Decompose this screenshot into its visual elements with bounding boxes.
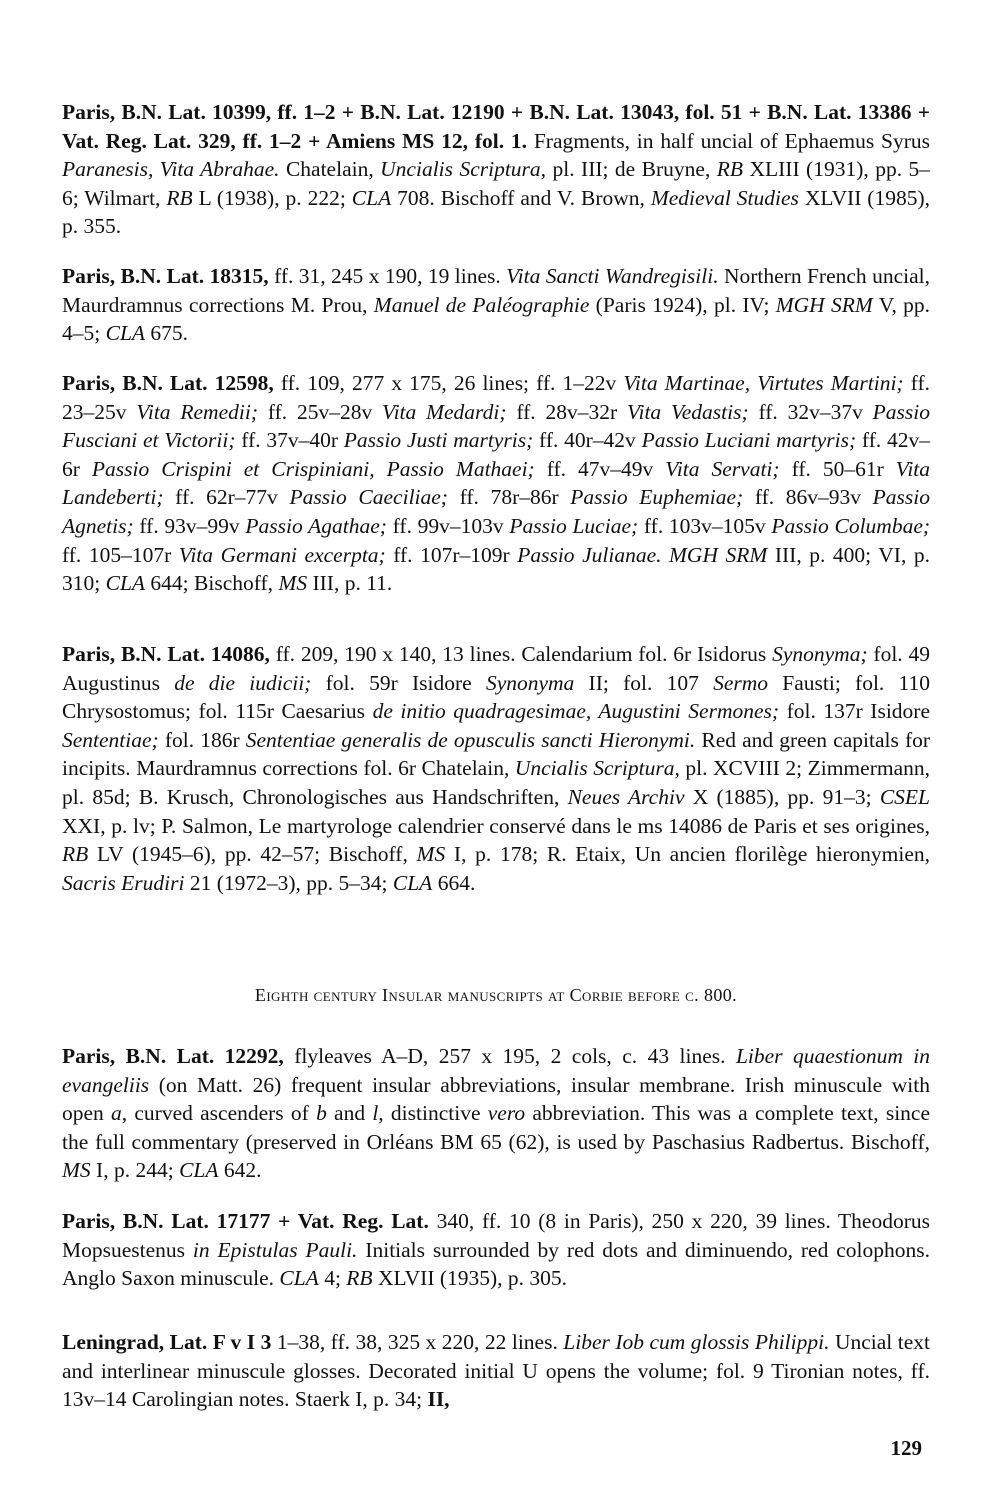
italic-title: CLA bbox=[279, 1266, 319, 1291]
entry-text: II; fol. 107 bbox=[574, 670, 714, 695]
italic-title: Neues Archiv bbox=[567, 784, 685, 809]
italic-title: b bbox=[316, 1101, 327, 1126]
italic-title: Uncialis Scriptura, bbox=[380, 157, 547, 182]
italic-title: MGH SRM bbox=[775, 292, 873, 317]
italic-title: Passio Euphemiae; bbox=[570, 485, 744, 510]
entry-text: abbreviation. This was a complete text, since the full commentary (preserved in Orléans BM 65 (62), is used by Paschasius Radbertus. Bischoff, bbox=[62, 1101, 930, 1154]
italic-title: CLA bbox=[105, 571, 146, 596]
entry-text: flyleaves A–D, 257 x 195, 2 cols, c. 43 lines. bbox=[283, 1044, 736, 1068]
entry-text: (on Matt. 26) frequent insular abbreviations, insular membrane. Irish minuscule with open bbox=[62, 1072, 930, 1126]
entry-text: III, p. 400; VI, p. 310; bbox=[62, 542, 930, 596]
entry-text: curved ascenders of bbox=[127, 1101, 317, 1126]
entry-text: ff. 23–25v bbox=[62, 371, 930, 424]
italic-title: RB bbox=[716, 157, 744, 182]
italic-title: l, bbox=[372, 1101, 384, 1126]
italic-title: Vita Vedastis; bbox=[626, 399, 749, 424]
entry-text: ff. 32v–37v bbox=[748, 399, 873, 424]
entry-text: XLVII (1935), p. 305. bbox=[372, 1266, 568, 1291]
entry-text: 340, ff. 10 (8 in Paris), 250 x 220, 39 lines. Theodorus Mopsuestenus bbox=[62, 1209, 930, 1262]
italic-title: Liber quaestionum in evangeliis bbox=[62, 1044, 930, 1097]
entry-text: and bbox=[326, 1101, 373, 1126]
entry-text: XXI, p. lv; P. Salmon, Le martyrologe calendrier conservé dans le ms 14086 de Paris et ses origines, bbox=[62, 813, 930, 838]
catalog-entry bbox=[62, 640, 930, 897]
catalog-entry bbox=[62, 1328, 930, 1414]
italic-title: RB bbox=[166, 185, 193, 210]
italic-title: RB bbox=[62, 842, 89, 867]
italic-title: Manuel de Paléographie bbox=[373, 292, 590, 317]
entry-text: L (1938), p. 222; bbox=[192, 185, 352, 210]
italic-title: MS bbox=[416, 842, 446, 867]
entry-text: 664. bbox=[432, 870, 476, 895]
entry-text: Chatelain, bbox=[279, 157, 381, 182]
italic-title: MS bbox=[278, 571, 308, 596]
italic-title: Passio Crispini et Crispiniani, Passio Mathaei; bbox=[91, 456, 535, 481]
entry-text: V, pp. 4–5; bbox=[62, 292, 931, 346]
entry-text: fol. 49 Augustinus bbox=[62, 642, 930, 695]
entry-text: ff. 86v–93v bbox=[743, 485, 873, 510]
entry-text: 644; Bischoff, bbox=[145, 571, 279, 596]
italic-title: CLA bbox=[105, 321, 146, 346]
italic-title: Passio Fusciani et Victorii; bbox=[62, 399, 931, 453]
italic-title: vero bbox=[487, 1101, 526, 1126]
entry-text: pl. III; de Bruyne, bbox=[546, 157, 717, 182]
entry-text: ff. 37v–40r bbox=[235, 428, 344, 453]
entry-text: fol. 59r Isidore bbox=[311, 670, 486, 695]
entry-text: XLVII (1985), p. 355. bbox=[62, 185, 931, 239]
italic-title: Sententiae generalis de opusculis sancti Hieronymi. bbox=[245, 727, 696, 752]
entry-text: XLIII (1931), pp. 5–6; Wilmart, bbox=[62, 157, 931, 210]
entry-text: ff. 25v–28v bbox=[258, 399, 383, 424]
italic-title: Passio Agathae; bbox=[245, 513, 387, 538]
italic-title: Paranesis, Vita Abrahae. bbox=[62, 157, 280, 182]
italic-title: Sententiae; bbox=[62, 727, 159, 752]
entry-text: ff. 42v–6r bbox=[62, 428, 930, 481]
entry-text: ff. 99v–103v bbox=[386, 513, 510, 538]
section-heading: Eighth century Insular manuscripts at Corbie before c. 800. bbox=[254, 985, 738, 1005]
shelfmark: Paris, B.N. Lat. 14086, bbox=[62, 642, 270, 666]
entry-text: Red and green capitals for incipits. Maurdramnus corrections fol. 6r Chatelain, bbox=[62, 727, 931, 781]
italic-title: Vita Sancti Wandregisili. bbox=[506, 264, 719, 288]
italic-title: Passio Luciani martyris; bbox=[641, 428, 857, 453]
entry-text: LV (1945–6), pp. 42–57; Bischoff, bbox=[88, 842, 417, 867]
catalog-entry bbox=[62, 1042, 930, 1185]
entry-text: ff. 209, 190 x 140, 13 lines. Calendarium fol. 6r Isidorus bbox=[269, 642, 773, 666]
entry-text: ff. 28v–32r bbox=[506, 399, 627, 424]
italic-title: Passio Julianae. MGH SRM bbox=[517, 542, 768, 567]
entry-text: ff. 93v–99v bbox=[133, 513, 246, 538]
italic-title: RB bbox=[346, 1266, 373, 1291]
italic-title: Vita Remedii; bbox=[136, 399, 258, 424]
catalog-entry bbox=[62, 262, 930, 348]
entry-text: distinctive bbox=[383, 1101, 488, 1126]
italic-title: Liber Iob cum glossis Philippi. bbox=[563, 1330, 830, 1354]
italic-title: Synonyma bbox=[485, 670, 575, 695]
shelfmark: Paris, B.N. Lat. 10399, ff. 1–2 + B.N. Lat. 12190 + B.N. Lat. 13043, fol. 51 + B.N. Lat. 13386 + Vat. Reg. Lat. 329, ff. 1–2 + Amiens MS 12, fol. 1. bbox=[62, 100, 930, 153]
entry-text: 1–38, ff. 38, 325 x 220, 22 lines. bbox=[271, 1330, 564, 1354]
entry-text: Initials surrounded by red dots and diminuendo, red colophons. Anglo Saxon minuscule. bbox=[62, 1237, 931, 1291]
entry-text: ff. 103v–105v bbox=[638, 513, 772, 538]
entry-text: ff. 109, 277 x 175, 26 lines; ff. 1–22v bbox=[273, 371, 624, 395]
entry-text: I, p. 244; bbox=[90, 1158, 180, 1183]
italic-title: Passio Agnetis; bbox=[62, 485, 931, 538]
bold-text: II, bbox=[427, 1387, 450, 1412]
entry-text: ff. 105–107r bbox=[62, 542, 179, 567]
italic-title: de initio quadragesimae, Augustini Sermones; bbox=[372, 699, 780, 724]
page-number: 129 bbox=[890, 1436, 922, 1460]
italic-title: Vita Martinae, Virtutes Martini; bbox=[623, 371, 904, 395]
entry-text: fol. 186r bbox=[158, 727, 246, 752]
italic-title: CLA bbox=[351, 185, 392, 210]
catalog-entry bbox=[62, 1207, 930, 1293]
italic-title: de die iudicii; bbox=[174, 670, 312, 695]
shelfmark: Leningrad, Lat. F v I 3 bbox=[62, 1330, 272, 1354]
shelfmark: Paris, B.N. Lat. 18315, bbox=[62, 264, 269, 288]
entry-text: Fausti; fol. 110 Chrysostomus; fol. 115r Caesarius bbox=[62, 670, 930, 724]
entry-text: ff. 40r–42v bbox=[533, 428, 642, 453]
shelfmark: Paris, B.N. Lat. 12598, bbox=[62, 371, 274, 395]
catalog-entry bbox=[62, 369, 930, 598]
italic-title: Passio Luciae; bbox=[509, 513, 639, 538]
entry-text: ff. 47v–49v bbox=[534, 456, 666, 481]
italic-title: Passio Justi martyris; bbox=[343, 428, 534, 453]
entry-text: X (1885), pp. 91–3; bbox=[684, 784, 880, 809]
italic-title: in Epistulas Pauli. bbox=[192, 1237, 358, 1262]
entry-text: ff. 31, 245 x 190, 19 lines. bbox=[268, 264, 507, 288]
entry-text: Northern French uncial, Maurdramnus corrections M. Prou, bbox=[62, 264, 930, 317]
entry-text: (Paris 1924), pl. IV; bbox=[589, 292, 776, 317]
entry-text: ff. 50–61r bbox=[779, 456, 896, 481]
italic-title: Sermo bbox=[713, 670, 769, 695]
entry-text: ff. 62r–77v bbox=[163, 485, 290, 510]
entry-text: I, p. 178; R. Etaix, Un ancien florilège hieronymien, bbox=[445, 842, 931, 867]
page-mark bbox=[231, 22, 232, 23]
entry-text: Uncial text and interlinear minuscule glosses. Decorated initial U opens the volume; fol. 9 Tironian notes, ff. 13v–14 Carolingian notes. Staerk I, p. 34; bbox=[62, 1330, 930, 1412]
entry-text: pl. XCVIII 2; Zimmermann, pl. 85d; B. Krusch, Chronologisches aus Handschriften, bbox=[62, 756, 930, 809]
italic-title: a, bbox=[111, 1101, 128, 1126]
italic-title: Sacris Erudiri bbox=[62, 870, 185, 895]
entry-text: Fragments, in half uncial of Ephaemus Syrus bbox=[527, 128, 930, 153]
entry-text: ff. 107r–109r bbox=[385, 542, 518, 567]
italic-title: Vita Servati; bbox=[665, 456, 780, 481]
italic-title: Vita Landeberti; bbox=[62, 456, 931, 510]
entry-text: 675. bbox=[145, 321, 189, 346]
italic-title: Vita Medardi; bbox=[382, 399, 507, 424]
entry-text: fol. 137r Isidore bbox=[779, 699, 930, 724]
italic-title: Vita Germani excerpta; bbox=[178, 542, 386, 567]
italic-title: MS bbox=[62, 1158, 91, 1183]
italic-title: Synonyma; bbox=[772, 642, 868, 666]
italic-title: CSEL bbox=[879, 784, 930, 809]
italic-title: Passio Columbae; bbox=[771, 513, 931, 538]
entry-text: III, p. 11. bbox=[307, 571, 393, 596]
italic-title: Medieval Studies bbox=[650, 185, 799, 210]
entry-text: 642. bbox=[218, 1158, 262, 1183]
italic-title: Passio Caeciliae; bbox=[289, 485, 448, 510]
italic-title: CLA bbox=[392, 870, 433, 895]
shelfmark: Paris, B.N. Lat. 12292, bbox=[62, 1044, 284, 1068]
entry-text: ff. 78r–86r bbox=[447, 485, 571, 510]
italic-title: CLA bbox=[179, 1158, 219, 1183]
entry-text: 708. Bischoff and V. Brown, bbox=[391, 185, 651, 210]
shelfmark: Paris, B.N. Lat. 17177 + Vat. Reg. Lat. bbox=[62, 1209, 429, 1233]
entry-text: 21 (1972–3), pp. 5–34; bbox=[184, 870, 393, 895]
entry-text: 4; bbox=[318, 1266, 347, 1291]
catalog-entry bbox=[62, 98, 930, 241]
italic-title: Uncialis Scriptura, bbox=[514, 756, 680, 781]
